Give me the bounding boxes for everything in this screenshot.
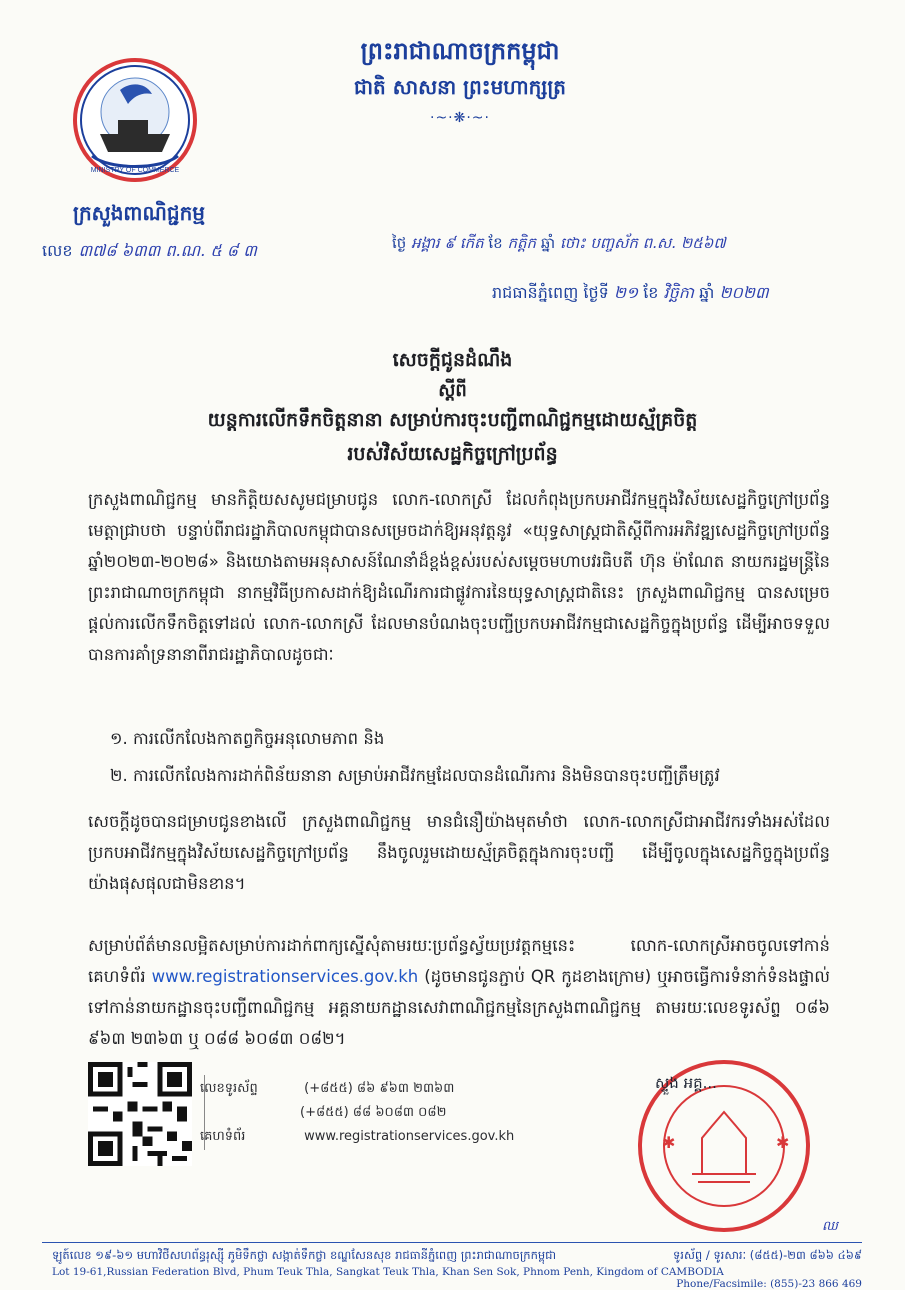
place-year-label: ឆ្នាំ: [699, 283, 715, 302]
place-day: ២១: [613, 283, 639, 302]
footer-phone-en: Phone/Facsimile: (855)-23 866 469: [676, 1278, 862, 1290]
place-date: [492, 282, 872, 306]
footer-english: [52, 1266, 862, 1290]
place-month: វិច្ឆិកា: [663, 283, 695, 302]
phone-label: លេខទូរស័ព្ទ: [200, 1081, 258, 1096]
place-prefix: រាជធានីភ្នំពេញ ថ្ងៃទី: [492, 283, 609, 302]
lunar-year-label: ឆ្នាំ: [540, 234, 556, 252]
list-item: ១. ការលើកលែងកាតព្វកិច្ចអនុលោមភាព និង: [110, 729, 385, 748]
lunar-month: កត្តិក: [507, 234, 537, 252]
kingdom-title: ព្រះរាជាណាចក្រកម្ពុជា: [360, 37, 560, 65]
paragraph-contact: [88, 930, 830, 1054]
lunar-month-label: ខែ: [488, 234, 503, 252]
ministry-logo: [70, 52, 200, 192]
notice-topic-line1: យន្តការលើកទឹកចិត្តនានា សម្រាប់ការចុះបញ្ជីពាណិជ្ជកម្មដោយស្ម័គ្រចិត្ត: [207, 409, 698, 431]
web-address[interactable]: www.registrationservices.gov.kh: [304, 1129, 515, 1144]
qr-code: [88, 1062, 192, 1166]
lunar-day: អង្គារ: [411, 234, 440, 252]
svg-text:✱: ✱: [662, 1133, 676, 1152]
ref-value: ៣៧៨ ៦៣៣ ព.ណ. ៥ ៨ ៣: [78, 241, 257, 260]
footer-khmer: [52, 1248, 862, 1265]
notice-topic-line2: របស់វិស័យសេដ្ឋកិច្ចក្រៅប្រព័ន្ធ: [347, 443, 558, 465]
svg-text:✱: ✱: [776, 1133, 790, 1152]
contact-phone-row: [200, 1080, 520, 1099]
ministry-name: ក្រសួងពាណិជ្ជកម្ម: [73, 201, 205, 225]
ref-label: លេខ: [42, 241, 73, 260]
place-year: ២០២៣: [719, 283, 769, 302]
notice-subtitle: ស្ដីពី: [438, 380, 467, 401]
contact-text-b: (ដូចមានជូនភ្ជាប់ QR កូដខាងក្រោម) ឬអាចធ្វើការទំនាក់ទំនងផ្ទាល់ទៅកាន់នាយកដ្ឋានចុះបញ្ជីពាណិជ្ជកម្ម អគ្គនាយកដ្ឋានសេវាពាណិជ្ជកម្មនៃក្រសួងពាណិជ្ជកម្ម តាមរយៈលេខទូរស័ព្ទ ០៨៦ ៩៦៣ ២៣៦៣ ឬ ០៨៨ ៦០៨៣ ០៨២។: [88, 967, 830, 1048]
lunar-year: ថោះ បញ្ចស័ក ព.ស. ២៥៦៧: [559, 234, 726, 252]
footer-rule: [42, 1242, 862, 1243]
contact-text-a: សម្រាប់ព័ត៌មានលម្អិតសម្រាប់ការដាក់ពាក្យស្នើសុំតាមរយៈប្រព័ន្ធស្វ័យប្រវត្តកម្មនេះ លោក-លោកស្រីអាចចូលទៅកាន់គេហទំព័រ: [88, 936, 830, 986]
lunar-moon: ៩ កើត: [444, 234, 484, 252]
reference-number: [42, 240, 302, 264]
footer-address-km: ឡូត៍លេខ ១៩-៦១ មហាវិថីសហព័ន្ធរុស្ស៊ី ភូមិទឹកថ្លា សង្កាត់ទឹកថ្លា ខណ្ឌសែនសុខ រាជធានីភ្នំពេញ ព្រះរាជាណាចក្រកម្ពុជា: [52, 1248, 557, 1262]
initials-mark: ឈ: [822, 1219, 838, 1234]
paragraph-belief: សេចក្ដីដូចបានជម្រាបជូនខាងលើ ក្រសួងពាណិជ្ជកម្ម មានជំនឿយ៉ាងមុតមាំថា លោក-លោកស្រីជាអាជីវករទាំងអស់ដែលប្រកបអាជីវកម្មក្នុងវិស័យសេដ្ឋកិច្ចក្រៅប្រព័ន្ធ នឹងចូលរួមដោយស្ម័គ្រចិត្តក្នុងការចុះបញ្ជី ដើម្បីចូលក្នុងសេដ្ឋកិច្ចក្នុងប្រព័ន្ធយ៉ាងផុសផុលជាមិនខាន។: [88, 812, 830, 893]
ornament-divider: ·~·❋·~·: [430, 110, 490, 126]
paragraph-intro: ក្រសួងពាណិជ្ជកម្ម មានកិត្តិយសសូមជម្រាបជូន លោក-លោកស្រី ដែលកំពុងប្រកបអាជីវកម្មក្នុងវិស័យសេដ្ឋកិច្ចក្រៅប្រព័ន្ធ មេត្តាជ្រាបថា បន្ទាប់ពីរាជរដ្ឋាភិបាលកម្ពុជាបានសម្រេចដាក់ឱ្យអនុវត្តនូវ «យុទ្ធសាស្ត្រជាតិស្ដីពីការអភិវឌ្ឍសេដ្ឋកិច្ចក្រៅប្រព័ន្ធ ឆ្នាំ២០២៣-២០២៨» និងយោងតាមអនុសាសន៍ណែនាំដ៏ខ្ពង់ខ្ពស់របស់សម្ដេចមហាបវរធិបតី ហ៊ុន ម៉ាណែត នាយករដ្ឋមន្ត្រីនៃព្រះរាជាណាចក្រកម្ពុជា នាកម្មវិធីប្រកាសដាក់ឱ្យដំណើរការជាផ្លូវការនៃយុទ្ធសាស្ត្រជាតិនេះ ក្រសួងពាណិជ្ជកម្ម បានសម្រេចផ្ដល់ការលើកទឹកចិត្តទៅដល់ លោក-លោកស្រី ដែលមានបំណងចុះបញ្ជីប្រកបអាជីវកម្មជាសេដ្ឋកិច្ចក្នុងប្រព័ន្ធ ដើម្បីអាចទទួលបានការគាំទ្រនានាពីរាជរដ្ឋាភិបាលដូចជាៈ: [88, 490, 830, 664]
notice-title: សេចក្ដីជូនដំណឹង: [392, 349, 513, 371]
signature: ស្ទួង អគ្គ...: [655, 1074, 717, 1092]
national-motto: ជាតិ សាសនា ព្រះមហាក្សត្រ: [354, 75, 566, 99]
phone-number-1: (+៨៥៥) ៨៦ ៩៦៣ ២៣៦៣: [304, 1081, 455, 1096]
logo-caption: MINISTRY OF COMMERCE: [90, 167, 180, 174]
web-label: គេហទំព័រ: [200, 1129, 246, 1144]
place-month-label: ខែ: [643, 283, 659, 302]
incentive-list: [110, 720, 830, 794]
list-item: ២. ការលើកលែងការដាក់ពិន័យនានា សម្រាប់អាជីវកម្មដែលបានដំណើរការ និងមិនបានចុះបញ្ជីត្រឹមត្រូវ: [110, 766, 720, 785]
footer-address-en: Lot 19-61,Russian Federation Blvd, Phum Teuk Thla, Sangkat Teuk Thla, Khan Sen Sok, Phnom Penh, Kingdom of CAMBODIA: [52, 1266, 724, 1278]
website-link[interactable]: www.registrationservices.gov.kh: [151, 967, 419, 986]
phone-number-2: (+៨៥៥) ៨៨ ៦០៨៣ ០៨២: [300, 1105, 447, 1120]
footer-phone-km: ទូរស័ព្ទ / ទូរសារៈ (៨៥៥)-២៣ ៨៦៦ ៤៦៩: [673, 1248, 862, 1262]
lunar-prefix: ថ្ងៃ: [392, 234, 407, 252]
contact-web-row: [200, 1128, 520, 1147]
lunar-date: [392, 234, 872, 256]
